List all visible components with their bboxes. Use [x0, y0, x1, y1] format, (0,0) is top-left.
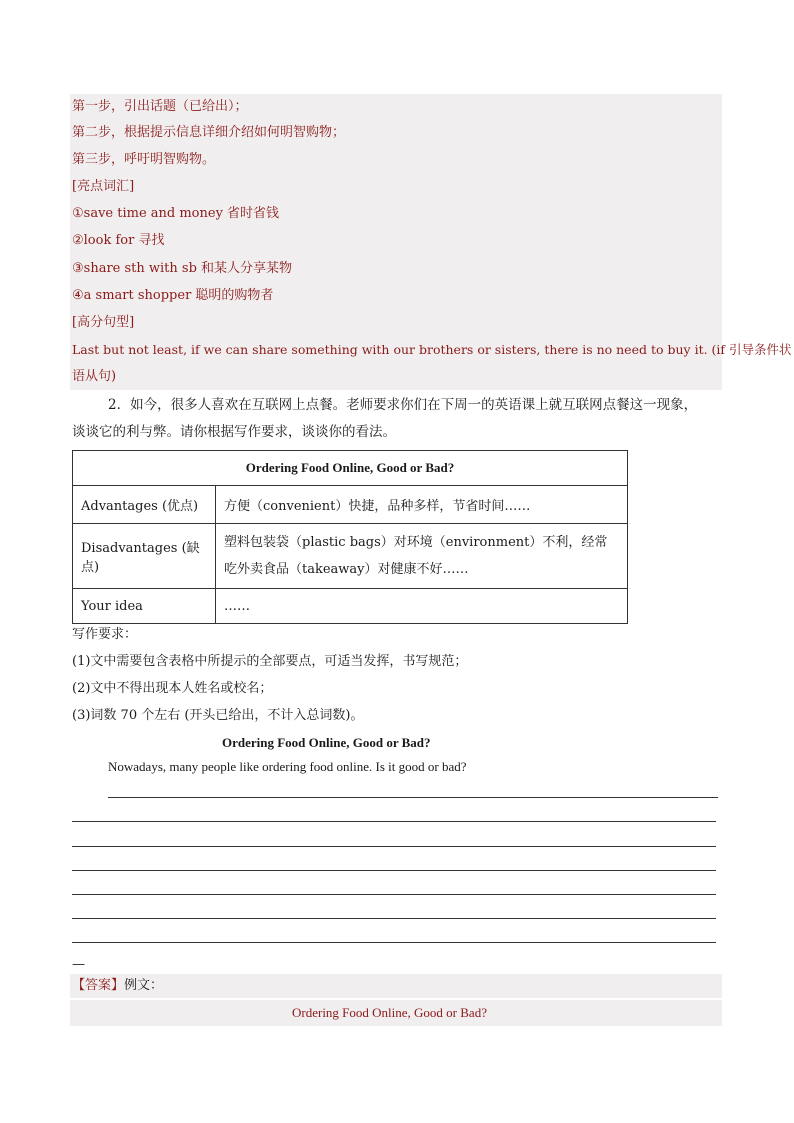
vocab-item-3: ③share sth with sb 和某人分享某物: [72, 261, 293, 276]
vocab-header: [亮点词汇]: [72, 179, 135, 194]
row-content-advantages: 方便（convenient）快捷，品种多样，节省时间……: [216, 486, 628, 524]
essay-opening: Nowadays, many people like ordering food online. Is it good or bad?: [108, 759, 467, 774]
writing-line[interactable]: [72, 846, 716, 847]
trailing-dash: —: [72, 957, 85, 972]
requirement-2: (2)文中不得出现本人姓名或校名；: [72, 681, 273, 696]
row-label-your-idea: Your idea: [73, 589, 216, 624]
writing-line[interactable]: [72, 918, 716, 919]
outline-table: [72, 450, 628, 624]
writing-line[interactable]: [108, 797, 718, 798]
requirements-header: 写作要求：: [72, 627, 138, 642]
answer-label-row: [72, 973, 163, 999]
step-2: 第二步，根据提示信息详细介绍如何明智购物；: [72, 125, 346, 140]
sentence-text-line1: Last but not least, if we can share something with our brothers or sisters, there is no need to buy it. (if 引导条件状: [72, 342, 792, 357]
requirement-1: (1)文中需要包含表格中所提示的全部要点，可适当发挥，书写规范；: [72, 654, 468, 669]
answer-label: 【答案】: [72, 978, 125, 993]
writing-line[interactable]: [72, 894, 716, 895]
table-title: Ordering Food Online, Good or Bad?: [73, 451, 628, 486]
vocab-item-4: ④a smart shopper 聪明的购物者: [72, 288, 274, 303]
step-1: 第一步，引出话题（已给出）；: [72, 99, 248, 114]
sentence-text-line2: 语从句): [72, 369, 117, 384]
answer-bar: [70, 974, 722, 998]
writing-line[interactable]: [72, 821, 716, 822]
table-row: [73, 486, 628, 524]
vocab-item-2: ②look for 寻找: [72, 233, 165, 248]
table-row: [73, 524, 628, 589]
row-label-advantages: Advantages (优点): [73, 486, 216, 524]
vocab-item-1: ①save time and money 省时省钱: [72, 206, 280, 221]
table-row: [73, 589, 628, 624]
answer-title: Ordering Food Online, Good or Bad?: [292, 1005, 487, 1020]
task-intro-line2: 谈谈它的利与弊。请你根据写作要求，谈谈你的看法。: [72, 424, 396, 440]
task-intro-line1: 2．如今，很多人喜欢在互联网上点餐。老师要求你们在下周一的英语课上就互联网点餐这一现象，: [108, 397, 698, 413]
answer-example-label: 例文：: [124, 978, 164, 993]
step-3: 第三步，呼吁明智购物。: [72, 152, 216, 167]
row-label-disadvantages: Disadvantages (缺点): [73, 524, 216, 589]
writing-line[interactable]: [72, 942, 716, 943]
row-content-your-idea: ……: [216, 589, 628, 624]
essay-title: Ordering Food Online, Good or Bad?: [222, 735, 431, 750]
requirement-3: (3)词数 70 个左右 (开头已给出，不计入总词数)。: [72, 708, 364, 723]
writing-line[interactable]: [72, 870, 716, 871]
row-content-disadvantages: 塑料包装袋（plastic bags）对环境（environment）不利，经常吃外卖食品（takeaway）对健康不好……: [216, 524, 628, 589]
sentence-header: [高分句型]: [72, 315, 135, 330]
